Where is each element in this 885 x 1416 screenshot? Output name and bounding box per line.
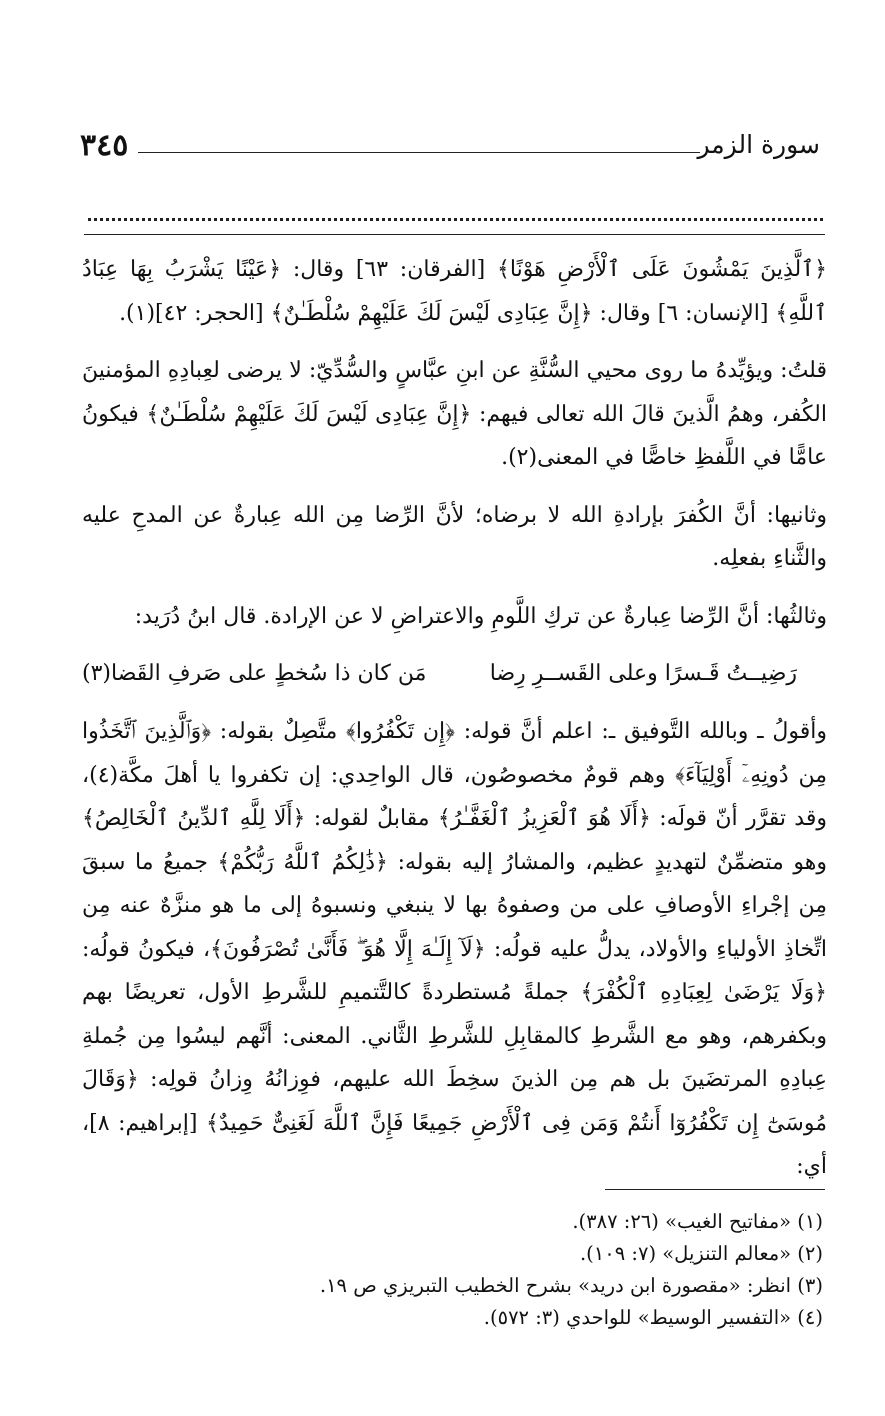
paragraph-1: ﴿ٱلَّذِينَ يَمْشُونَ عَلَى ٱلْأَرْضِ هَوْنًا﴾ [الفرقان: ٦٣] وقال: ﴿عَيْنًا يَشْرَبُ بِهَا عِبَادُ ٱللَّهِ﴾ [الإنسان: ٦] وقال: ﴿إِنَّ عِبَادِى لَيْسَ لَكَ عَلَيْهِمْ سُلْطَـٰنٌ﴾ [الحجر: ٤٢](١). (82, 257, 827, 326)
paragraph-5: وأقولُ ـ وبالله التَّوفيق ـ: اعلم أنَّ قوله: ﴿إِن تَكْفُرُوا﴾ متَّصِلٌ بقوله: ﴿وَٱلَّذِينَ ٱتَّخَذُوا مِن دُونِهِۦٓ أَوْلِيَآءَ﴾ وهم قومٌ مخصوصُون، قال الواحِدي: إن تكفروا يا أهلَ مكَّة(٤)، وقد تقرَّر أنّ قولَه: ﴿أَلَا هُوَ ٱلْعَزِيزُ ٱلْغَفَّـٰرُ﴾ مقابلٌ لقوله: ﴿أَلَا لِلَّهِ ٱلدِّينُ ٱلْخَالِصُ﴾ وهو متضمِّنٌ لتهديدٍ عظيم، والمشارُ إليه بقوله: ﴿ذَٰلِكُمُ ٱللَّهُ رَبُّكُمْ﴾ جميعُ ما سبقَ مِن إجْراءِ الأوصافِ على من وصفوهُ بها لا ينبغي ونسبوهُ إلى ما هو منزَّهٌ عنه مِن اتِّخاذِ الأولياءِ والأولاد، يدلُّ عليه قولُه: ﴿لَآ إِلَـٰهَ إِلَّا هُوَ ۖ فَأَنَّىٰ تُصْرَفُونَ﴾، فيكونُ قولُه: ﴿وَلَا يَرْضَىٰ لِعِبَادِهِ ٱلْكُفْرَ﴾ جملةً مُستطردةً كالتَّتميمِ للشَّرطِ الأول، تعريضًا بهم وبكفرهم، وهو مع الشَّرطِ كالمقابِلِ للشَّرطِ الثَّاني. المعنى: أنَّهم ليسُوا مِن جُملةِ عِبادِهِ المرتضَينَ بل هم مِن الذينَ سخِطَ الله عليهم، فوِزانُهُ وِزانُ قولِه: ﴿وَقَالَ مُوسَىٰٓ إِن تَكْفُرُوٓا أَنتُمْ وَمَن فِى ٱلْأَرْضِ جَمِيعًا فَإِنَّ ٱللَّهَ لَغَنِىٌّ حَمِيدٌ﴾ [إبراهيم: ٨]، أي: (82, 719, 827, 1179)
paragraph-2: قلتُ: ويؤيِّدهُ ما روى محيي السُّنَّةِ عن ابنِ عبَّاسٍ والسُّدِّيّ: لا يرضى لعِبادِهِ المؤمنينَ الكُفر، وهمُ الَّذينَ قالَ الله تعالى فيهم: ﴿إِنَّ عِبَادِى لَيْسَ لَكَ عَلَيْهِمْ سُلْطَـٰنٌ﴾ فيكونُ عامًّا في اللَّفظِ خاصًّا في المعنى(٢). (82, 358, 827, 470)
header-rule (138, 152, 700, 153)
footnote-2: (٢) «معالم التنزيل» (٧: ١٠٩). (579, 1242, 823, 1265)
footnotes (123, 1206, 823, 1334)
footnote-rule (605, 1189, 825, 1190)
page-number: ٣٤٥ (80, 128, 129, 163)
page-header (80, 128, 820, 168)
body-text (82, 248, 827, 1203)
top-rule (84, 234, 825, 235)
dotted-separator (88, 202, 823, 221)
footnote-3: (٣) انظر: «مقصورة ابن دريد» بشرح الخطيب التبريزي ص ١٩. (319, 1274, 823, 1297)
paragraph-3: وثانيها: أنَّ الكُفرَ بإرادةِ الله لا برضاه؛ لأنَّ الرِّضا مِن الله عِبارةٌ عن المدحِ عليه والثَّناءِ بفعلِه. (82, 502, 827, 571)
paragraph-4: وثالثُها: أنَّ الرِّضا عِبارةٌ عن تركِ اللَّومِ والاعتراضِ لا عن الإرادة. قال ابنُ دُرَيد: (134, 603, 827, 629)
footnote-1: (١) «مفاتيح الغيب» (٢٦: ٣٨٧). (572, 1210, 823, 1233)
poem-first-hemistich: رَضِيــتُ قَـسرًا وعلى القَســرِ رِضا (489, 661, 797, 686)
poem-verse (82, 652, 827, 696)
chapter-title: سورة الزمر (697, 130, 820, 159)
poem-second-hemistich: مَن كان ذا سُخطٍ على صَرفِ القَضا(٣) (82, 661, 427, 686)
footnote-4: (٤) «التفسير الوسيط» للواحدي (٣: ٥٧٢). (483, 1306, 823, 1329)
